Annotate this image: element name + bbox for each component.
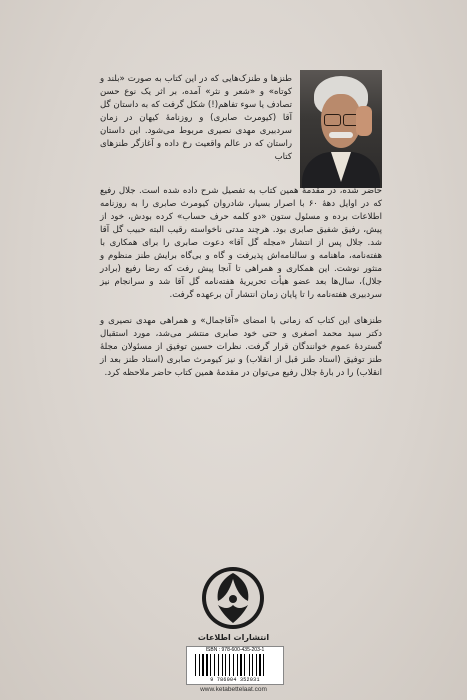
blurb-text-1: طنزها و طنزک‌هایی که در این کتاب به صورت «بلند و کوتاه» و «شعر و نثر» آمده، بر اثر یک نوع حسن تصادف یا سوء تفاهم(!) شکل گرفت که به داستان گل آقا (کیومرث صابری) و روزنامهٔ کیهان در زمان سردبیری مهدی نصیری مربوط می‌شود. این داستان راستان که در عالم واقعیت رخ داده و آغازگر طنزهای کتاب [100,74,292,162]
blurb-paragraph-history [100,185,382,302]
isbn-barcode-box [186,646,284,685]
publisher-logo [200,565,266,631]
author-photo [300,70,382,188]
barcode [195,654,275,676]
publisher-website: www.ketabettelaat.com [200,686,267,693]
blurb-paragraph-intro [100,73,292,164]
isbn-digits: 9 786004 352031 [210,677,260,683]
publisher-name: انتشارات اطلاعات [197,633,270,642]
blurb-paragraph-reception [100,315,382,380]
blurb-text-3: طنزهای این کتاب که زمانی با امضای «آقاجمال» و همراهی مهدی نصیری و دکتر سید محمد اصغری و حتی خود صابری منتشر می‌شد، مورد استقبال گستردهٔ عموم خوانندگان قرار گرفت. نظرات حسین توفیق از مسئولان مجلهٔ طنز توفیق (استاد طنز قبل از انقلاب) و نیز کیومرث صابری (استاد طنز بعد از انقلاب) را در بارهٔ جلال رفیع می‌توان در مقدمهٔ همین کتاب حاضر ملاحظه کرد. [100,316,382,378]
isbn-label: ISBN : 978-600-435-203-1 [205,647,265,653]
blurb-text-2: حاضر شده، در مقدمهٔ همین کتاب به تفصیل شرح داده شده است. جلال رفیع که در اوایل دههٔ ۶۰ با اصرار بسیار، شادروان کیومرث صابری را به روزنامه اطلاعات برده و مسئول ستون «دو کلمه حرف حساب» کرده بودش، خود از پیش، رفیق شفیق صابری بود. هرچند مدتی ناخواسته رقیب البته حبیب گل آقا شد. جلال پس از انتشار «مجله گل آقا» دعوت صابری را برای همکاری با هفته‌نامه، ماهنامه و سالنامه‌اش پذیرفت و گاه و بی‌گاه برایش طنز منظوم و منثور نوشت. این همکاری و همراهی تا آنجا پیش رفت که رضا رفیع (برادر جلال)، سال‌ها بعد عضو هیأت تحریریهٔ هفته‌نامه گل آقا شد و سرانجام نیز سردبیری هفته‌نامه را تا پایان زمان انتشار آن برعهده گرفت. [100,186,382,300]
